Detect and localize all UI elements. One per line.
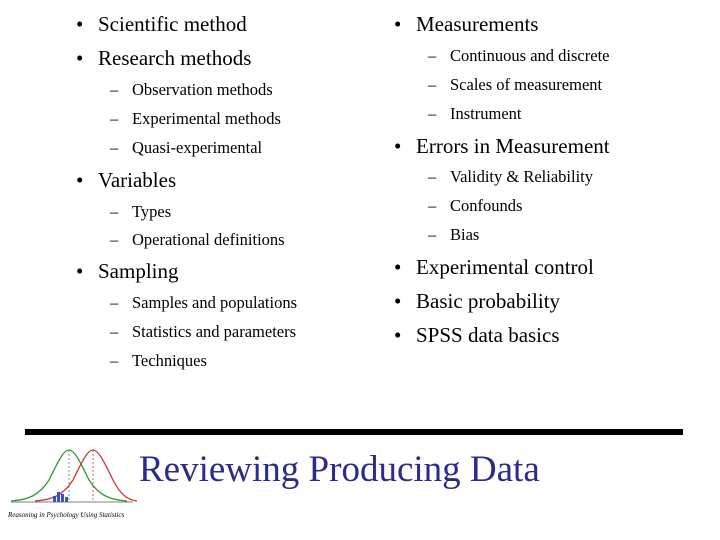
subtopic-instrument [428, 104, 522, 124]
topic-variables [76, 168, 176, 193]
topic-label: Measurements [416, 12, 539, 36]
subtopic-operational-definitions [110, 230, 285, 250]
footer-divider [25, 429, 683, 435]
topic-spss-data-basics [394, 323, 560, 348]
distribution-curves-logo [5, 440, 143, 522]
topic-label: SPSS data basics [416, 323, 560, 347]
dash-icon: – [428, 104, 437, 123]
subtopic-label: Bias [450, 225, 480, 244]
topic-label: Experimental control [416, 255, 594, 279]
topic-label: Errors in Measurement [416, 134, 610, 158]
bullet-icon: • [394, 289, 402, 313]
subtopic-confounds [428, 196, 522, 216]
dash-icon: – [428, 75, 437, 94]
logo-caption: Reasoning in Psychology Using Statistics [8, 511, 125, 519]
topic-label: Variables [98, 168, 177, 192]
dash-icon: – [110, 351, 119, 370]
dash-icon: – [110, 202, 119, 221]
subtopic-label: Statistics and parameters [132, 322, 297, 341]
subtopic-label: Experimental methods [132, 109, 281, 128]
bullet-icon: • [394, 323, 402, 347]
bullet-icon: • [76, 46, 84, 70]
topic-sampling [76, 259, 179, 284]
subtopic-label: Observation methods [132, 80, 273, 99]
bullet-icon: • [76, 12, 84, 36]
subtopic-validity-reliability [428, 167, 593, 187]
subtopic-label: Types [132, 202, 172, 221]
dash-icon: – [110, 138, 119, 157]
subtopic-bias [428, 225, 479, 245]
topic-label: Scientific method [98, 12, 247, 36]
subtopic-scales-of-measurement [428, 75, 602, 95]
bullet-icon: • [394, 134, 402, 158]
subtopic-label: Scales of measurement [450, 75, 603, 94]
topic-label: Sampling [98, 259, 179, 283]
bullet-icon: • [76, 168, 84, 192]
topic-errors-in-measurement [394, 134, 610, 159]
dash-icon: – [428, 196, 437, 215]
subtopic-label: Techniques [132, 351, 207, 370]
subtopic-label: Instrument [450, 104, 522, 123]
subtopic-label: Validity & Reliability [450, 167, 593, 186]
subtopic-techniques [110, 351, 207, 371]
subtopic-label: Confounds [450, 196, 523, 215]
bullet-icon: • [394, 12, 402, 36]
subtopic-label: Operational definitions [132, 230, 285, 249]
subtopic-observation-methods [110, 80, 273, 100]
topic-label: Research methods [98, 46, 252, 70]
dash-icon: – [428, 225, 437, 244]
subtopic-types [110, 202, 171, 222]
dash-icon: – [428, 46, 437, 65]
dash-icon: – [110, 293, 119, 312]
topic-measurements [394, 12, 538, 37]
topic-experimental-control [394, 255, 594, 280]
bullet-icon: • [76, 259, 84, 283]
subtopic-quasi-experimental [110, 138, 262, 158]
dash-icon: – [110, 109, 119, 128]
subtopic-continuous-and-discrete [428, 46, 609, 66]
subtopic-samples-and-populations [110, 293, 297, 313]
slide-title: Reviewing Producing Data [139, 449, 540, 490]
dash-icon: – [110, 230, 119, 249]
bullet-icon: • [394, 255, 402, 279]
dash-icon: – [110, 80, 119, 99]
topic-research-methods [76, 46, 251, 71]
dash-icon: – [110, 322, 119, 341]
topic-label: Basic probability [416, 289, 561, 313]
subtopic-label: Continuous and discrete [450, 46, 610, 65]
topic-scientific-method [76, 12, 247, 37]
dash-icon: – [428, 167, 437, 186]
subtopic-statistics-and-parameters [110, 322, 296, 342]
subtopic-label: Samples and populations [132, 293, 297, 312]
topic-basic-probability [394, 289, 560, 314]
subtopic-experimental-methods [110, 109, 281, 129]
red-curve-icon [35, 450, 137, 501]
subtopic-label: Quasi-experimental [132, 138, 263, 157]
